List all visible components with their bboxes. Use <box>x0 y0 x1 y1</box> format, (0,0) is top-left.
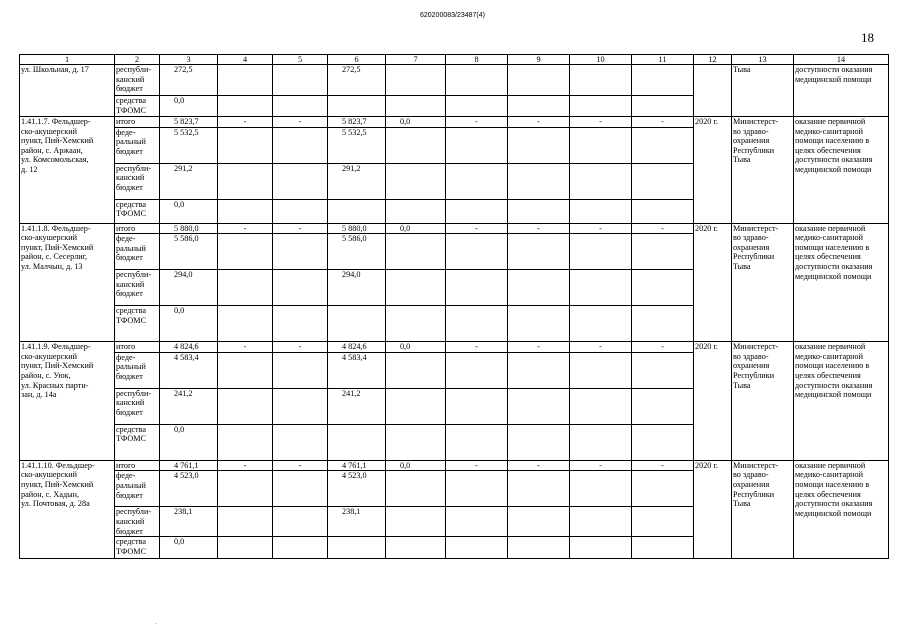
column-number: 5 <box>273 55 328 65</box>
table-cell <box>508 234 570 270</box>
value-cell: 0,0 <box>160 306 218 342</box>
table-cell <box>218 471 273 507</box>
table-cell <box>570 163 632 199</box>
table-cell <box>446 306 508 342</box>
dash-cell: - <box>570 223 632 234</box>
dash-cell: - <box>570 460 632 471</box>
table-cell <box>570 424 632 460</box>
value-cell: 5 586,0 <box>160 234 218 270</box>
table-cell <box>273 163 328 199</box>
column-number: 12 <box>694 55 732 65</box>
value-cell: 4 583,4 <box>160 352 218 388</box>
dash-cell: - <box>273 342 328 353</box>
value-cell: 0,0 <box>386 342 446 353</box>
column-number: 7 <box>386 55 446 65</box>
table-cell <box>446 65 508 96</box>
table-cell <box>570 65 632 96</box>
table-cell <box>570 270 632 306</box>
source-label: средства ТФОМС <box>115 306 160 342</box>
dash-cell: - <box>273 460 328 471</box>
value-cell: 0,0 <box>160 424 218 460</box>
table-cell <box>632 507 694 537</box>
table-cell <box>446 199 508 223</box>
dash-cell: - <box>218 117 273 128</box>
value-cell: 5 823,7 <box>160 117 218 128</box>
value-cell: 0,0 <box>386 223 446 234</box>
table-cell <box>218 507 273 537</box>
dash-cell: - <box>446 342 508 353</box>
table-cell <box>632 163 694 199</box>
value-cell: 291,2 <box>328 163 386 199</box>
source-label: итого <box>115 342 160 353</box>
table-cell <box>273 507 328 537</box>
table-cell <box>386 65 446 96</box>
footer-mark: . <box>155 618 157 626</box>
column-number: 8 <box>446 55 508 65</box>
value-cell: 4 523,0 <box>328 471 386 507</box>
table-cell <box>386 96 446 117</box>
table-cell <box>570 306 632 342</box>
table-cell <box>570 352 632 388</box>
table-cell <box>218 306 273 342</box>
budget-table <box>19 54 889 559</box>
dash-cell: - <box>446 223 508 234</box>
table-cell <box>446 537 508 559</box>
table-cell <box>632 199 694 223</box>
object-cell: 1.41.1.9. Фельдшер- ско-акушерский пункт, Пий-Хемский район, с. Уюк, ул. Красных парти- зан, д. 14а <box>20 342 115 461</box>
total-row <box>20 342 889 353</box>
table-cell <box>328 537 386 559</box>
table-cell <box>273 352 328 388</box>
result-cell: доступности оказания медицинской помощи <box>794 65 889 117</box>
year-cell: 2020 г. <box>694 342 732 461</box>
value-cell: 272,5 <box>160 65 218 96</box>
table-cell <box>446 234 508 270</box>
table-cell <box>632 234 694 270</box>
table-cell <box>570 537 632 559</box>
table-cell <box>386 537 446 559</box>
table-cell <box>508 127 570 163</box>
source-label: республи- канский бюджет <box>115 507 160 537</box>
result-cell: оказание первичной медико-санитарной помощи населению в целях обеспечения доступности оказания медицинской помощи <box>794 342 889 461</box>
table-cell <box>218 127 273 163</box>
dash-cell: - <box>508 117 570 128</box>
table-cell <box>508 471 570 507</box>
source-label: республи- канский бюджет <box>115 163 160 199</box>
table-cell <box>632 65 694 96</box>
value-cell: 4 523,0 <box>160 471 218 507</box>
executor-cell: Министерст- во здраво- охранения Республики Тыва <box>732 117 794 224</box>
source-label: республи- канский бюджет <box>115 388 160 424</box>
column-number-row <box>20 55 889 65</box>
dash-cell: - <box>218 342 273 353</box>
year-cell: 2020 г. <box>694 223 732 342</box>
table-cell <box>632 352 694 388</box>
table-cell <box>386 199 446 223</box>
source-label: средства ТФОМС <box>115 537 160 559</box>
column-number: 9 <box>508 55 570 65</box>
table-cell <box>273 388 328 424</box>
table-cell <box>632 306 694 342</box>
table-cell <box>273 270 328 306</box>
table-cell <box>446 507 508 537</box>
table-cell <box>386 234 446 270</box>
value-cell: 5 823,7 <box>328 117 386 128</box>
dash-cell: - <box>570 117 632 128</box>
table-cell <box>570 127 632 163</box>
dash-cell: - <box>632 460 694 471</box>
table-cell <box>632 270 694 306</box>
table-cell <box>273 471 328 507</box>
value-cell: 272,5 <box>328 65 386 96</box>
source-label: республи- канский бюджет <box>115 65 160 96</box>
table-cell <box>218 424 273 460</box>
value-cell: 241,2 <box>160 388 218 424</box>
value-cell: 0,0 <box>386 460 446 471</box>
table-cell <box>508 65 570 96</box>
table-cell <box>446 352 508 388</box>
table-cell <box>386 388 446 424</box>
column-number: 3 <box>160 55 218 65</box>
value-cell: 5 880,0 <box>160 223 218 234</box>
table-cell <box>570 199 632 223</box>
result-cell: оказание первичной медико-санитарной помощи населению в целях обеспечения доступности оказания медицинской помощи <box>794 223 889 342</box>
value-cell: 5 532,5 <box>160 127 218 163</box>
source-label: средства ТФОМС <box>115 424 160 460</box>
table-cell <box>218 163 273 199</box>
table-cell <box>446 471 508 507</box>
dash-cell: - <box>273 223 328 234</box>
table-cell <box>218 388 273 424</box>
source-label: феде- ральный бюджет <box>115 352 160 388</box>
table-cell <box>570 234 632 270</box>
table-cell <box>446 163 508 199</box>
column-number: 2 <box>115 55 160 65</box>
table-cell <box>273 199 328 223</box>
table-cell <box>446 270 508 306</box>
table-cell <box>273 127 328 163</box>
value-cell: 4 824,6 <box>328 342 386 353</box>
table-cell <box>570 96 632 117</box>
table-cell <box>273 96 328 117</box>
table-cell <box>218 270 273 306</box>
value-cell: 241,2 <box>328 388 386 424</box>
table-cell <box>273 537 328 559</box>
table-cell <box>570 388 632 424</box>
table-cell <box>508 306 570 342</box>
dash-cell: - <box>508 223 570 234</box>
column-number: 13 <box>732 55 794 65</box>
column-number: 10 <box>570 55 632 65</box>
table-cell <box>218 234 273 270</box>
object-cell: 1.41.1.7. Фельдшер- ско-акушерский пункт, Пий-Хемский район, с. Аржаан, ул. Комсомольская, д. 12 <box>20 117 115 224</box>
table-cell <box>386 127 446 163</box>
dash-cell: - <box>632 223 694 234</box>
dash-cell: - <box>632 342 694 353</box>
table-cell <box>508 507 570 537</box>
dash-cell: - <box>508 460 570 471</box>
column-number: 11 <box>632 55 694 65</box>
table-cell <box>218 537 273 559</box>
page-number: 18 <box>861 30 874 45</box>
table-cell <box>328 199 386 223</box>
value-cell: 0,0 <box>160 96 218 117</box>
value-cell: 4 761,1 <box>160 460 218 471</box>
table-cell <box>632 471 694 507</box>
total-row <box>20 460 889 471</box>
source-label: итого <box>115 117 160 128</box>
column-number: 14 <box>794 55 889 65</box>
table-cell <box>632 96 694 117</box>
source-label: феде- ральный бюджет <box>115 471 160 507</box>
value-cell: 5 532,5 <box>328 127 386 163</box>
table-cell <box>694 65 732 117</box>
table-cell <box>508 424 570 460</box>
table-cell <box>386 306 446 342</box>
executor-cell: Министерст- во здраво- охранения Республики Тыва <box>732 342 794 461</box>
source-label: итого <box>115 460 160 471</box>
table-cell <box>218 65 273 96</box>
dash-cell: - <box>508 342 570 353</box>
column-number: 1 <box>20 55 115 65</box>
table-cell <box>570 471 632 507</box>
value-cell: 294,0 <box>160 270 218 306</box>
object-cell: 1.41.1.8. Фельдшер- ско-акушерский пункт, Пий-Хемский район, с. Сесерлиг, ул. Малчын, д. 13 <box>20 223 115 342</box>
table-cell <box>328 96 386 117</box>
table-cell <box>570 507 632 537</box>
table-cell <box>328 424 386 460</box>
table-body <box>20 55 889 559</box>
dash-cell: - <box>446 460 508 471</box>
table-cell <box>218 96 273 117</box>
table-cell <box>446 424 508 460</box>
value-cell: 5 880,0 <box>328 223 386 234</box>
object-cell: 1.41.1.10. Фельдшер- ско-акушерский пункт, Пий-Хемский район, с. Хадын, ул. Почтовая, д. 28а <box>20 460 115 558</box>
table-cell <box>386 424 446 460</box>
value-cell: 5 586,0 <box>328 234 386 270</box>
document-id: 620200083/23487(4) <box>419 12 485 19</box>
table-cell <box>508 270 570 306</box>
total-row <box>20 223 889 234</box>
result-cell: оказание первичной медико-санитарной помощи населению в целях обеспечения доступности оказания медицинской помощи <box>794 117 889 224</box>
table-cell <box>632 424 694 460</box>
source-label: средства ТФОМС <box>115 96 160 117</box>
value-cell: 4 824,6 <box>160 342 218 353</box>
executor-cell: Министерст- во здраво- охранения Республики Тыва <box>732 460 794 558</box>
value-cell: 0,0 <box>386 117 446 128</box>
total-row <box>20 117 889 128</box>
value-cell: 4 761,1 <box>328 460 386 471</box>
table-cell <box>328 306 386 342</box>
source-label: средства ТФОМС <box>115 199 160 223</box>
table-cell <box>386 507 446 537</box>
value-cell: 0,0 <box>160 199 218 223</box>
table-cell <box>446 388 508 424</box>
dash-cell: - <box>632 117 694 128</box>
dash-cell: - <box>218 460 273 471</box>
table-cell <box>632 537 694 559</box>
source-label: республи- канский бюджет <box>115 270 160 306</box>
source-label: феде- ральный бюджет <box>115 127 160 163</box>
table-cell <box>273 65 328 96</box>
table-cell <box>508 352 570 388</box>
dash-cell: - <box>218 223 273 234</box>
value-cell: 4 583,4 <box>328 352 386 388</box>
table-cell <box>508 163 570 199</box>
table-cell <box>446 96 508 117</box>
value-cell: 291,2 <box>160 163 218 199</box>
column-number: 6 <box>328 55 386 65</box>
source-label: феде- ральный бюджет <box>115 234 160 270</box>
table-cell <box>273 424 328 460</box>
executor-cell: Тыва <box>732 65 794 117</box>
result-cell: оказание первичной медико-санитарной помощи населению в целях обеспечения доступности оказания медицинской помощи <box>794 460 889 558</box>
source-label: итого <box>115 223 160 234</box>
table-cell <box>632 388 694 424</box>
object-cell: ул. Школьная, д. 17 <box>20 65 115 117</box>
value-cell: 0,0 <box>160 537 218 559</box>
table-cell <box>218 352 273 388</box>
dash-cell: - <box>273 117 328 128</box>
table-cell <box>508 537 570 559</box>
continuation-row <box>20 65 889 96</box>
table-cell <box>386 352 446 388</box>
year-cell: 2020 г. <box>694 460 732 558</box>
table-cell <box>386 270 446 306</box>
table-cell <box>273 306 328 342</box>
executor-cell: Министерст- во здраво- охранения Республики Тыва <box>732 223 794 342</box>
table-cell <box>632 127 694 163</box>
dash-cell: - <box>570 342 632 353</box>
table-cell <box>508 199 570 223</box>
value-cell: 294,0 <box>328 270 386 306</box>
table-cell <box>386 163 446 199</box>
year-cell: 2020 г. <box>694 117 732 224</box>
table-cell <box>386 471 446 507</box>
column-number: 4 <box>218 55 273 65</box>
value-cell: 238,1 <box>328 507 386 537</box>
table-cell <box>218 199 273 223</box>
value-cell: 238,1 <box>160 507 218 537</box>
dash-cell: - <box>446 117 508 128</box>
table-cell <box>508 388 570 424</box>
table-cell <box>446 127 508 163</box>
table-cell <box>508 96 570 117</box>
table-cell <box>273 234 328 270</box>
